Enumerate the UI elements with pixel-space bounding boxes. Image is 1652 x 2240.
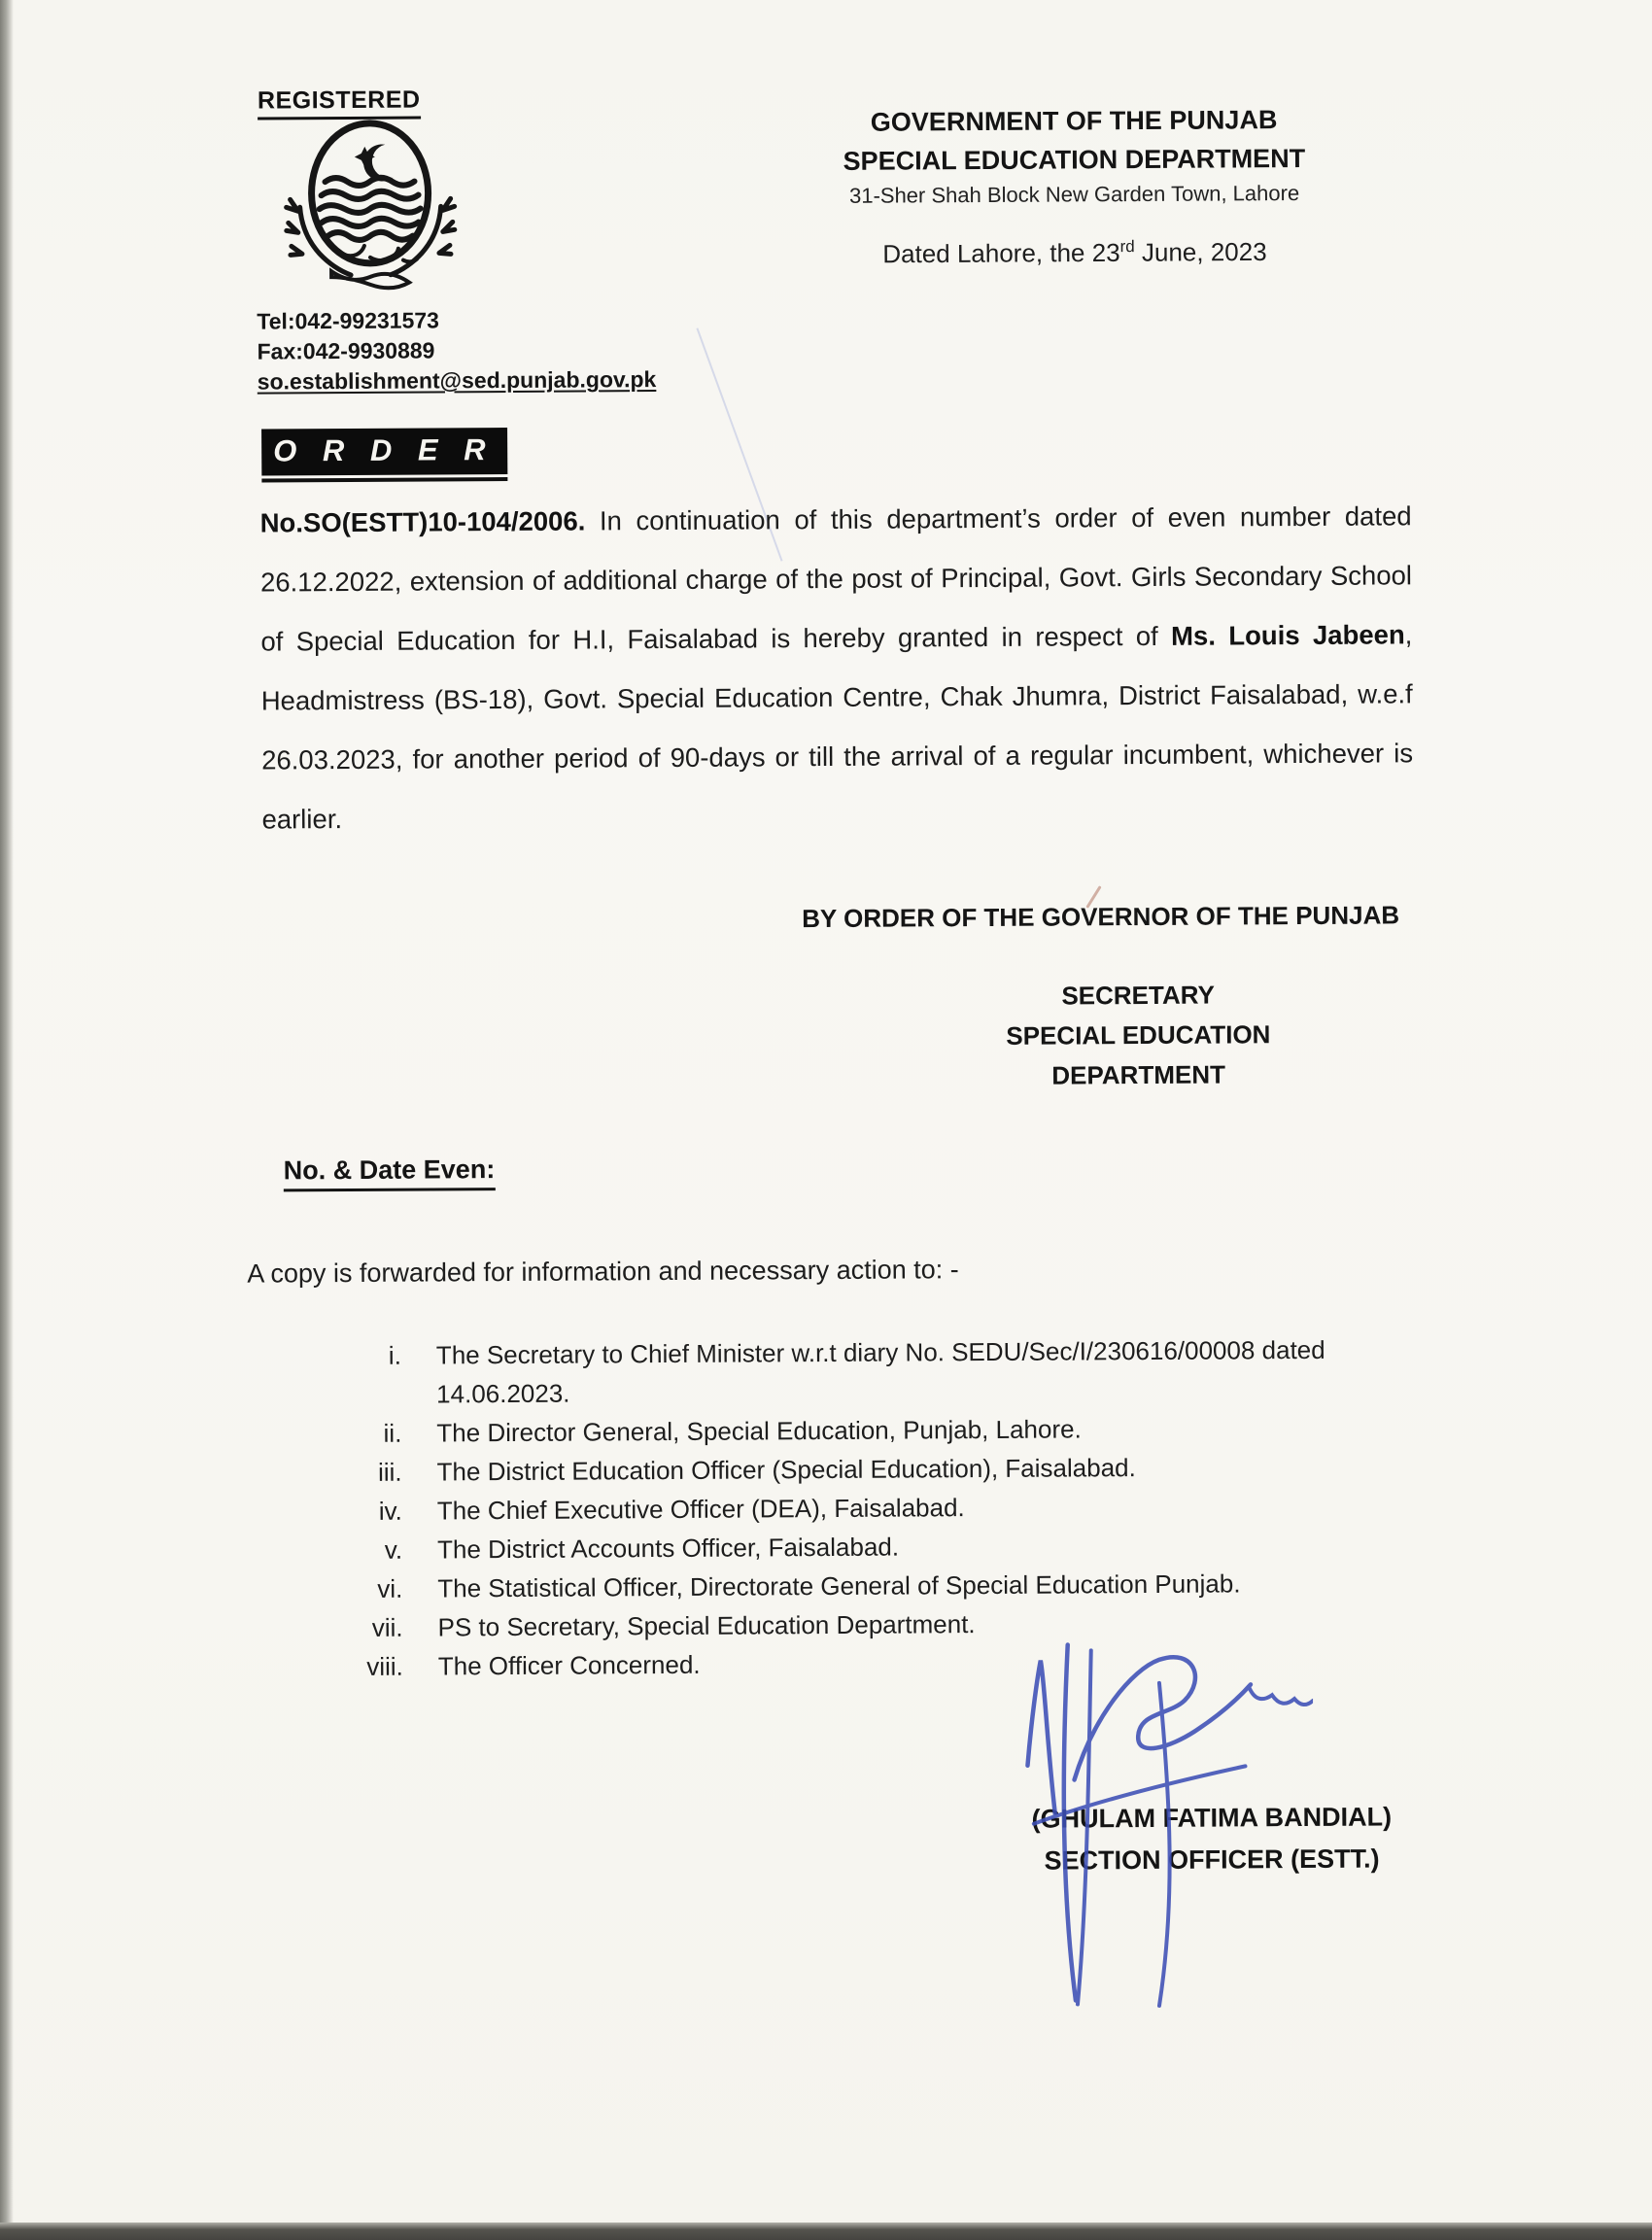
- address-line: 31-Sher Shah Block New Garden Town, Lahore: [848, 181, 1300, 208]
- river-waves: [319, 178, 420, 241]
- forward-line: A copy is forwarded for information and necessary action to: -: [247, 1255, 959, 1289]
- item-text: The Statistical Officer, Directorate General of Special Education Punjab.: [437, 1568, 1241, 1603]
- item-numeral: ii.: [383, 1418, 402, 1448]
- list-item: [265, 1329, 1525, 1415]
- signatory-name: (GHULAM FATIMA BANDIAL): [1031, 1802, 1393, 1834]
- government-title: GOVERNMENT OF THE PUNJAB: [870, 105, 1278, 137]
- date-line: [754, 235, 1395, 270]
- item-numeral: v.: [384, 1534, 403, 1565]
- tel-line: Tel:042-99231573: [257, 307, 440, 334]
- fax-line: Fax:042-9930889: [257, 337, 435, 364]
- order-body-text-1: In continuation of this department’s order of even number dated 26.12.2022, extension of additional charge of the post of Principal, Govt. Girls Secondary School of Special Education for H.I, Faisalabad is hereby granted in respect of: [259, 500, 1413, 657]
- item-text: The Chief Executive Officer (DEA), Faisalabad.: [436, 1493, 965, 1526]
- item-text: The Officer Concerned.: [437, 1649, 701, 1681]
- item-numeral: vii.: [371, 1612, 403, 1642]
- item-numeral: iv.: [378, 1496, 402, 1526]
- order-heading-label: O R D E R: [261, 428, 508, 476]
- punjab-crest-logo: [270, 117, 470, 293]
- item-numeral: iii.: [377, 1457, 402, 1487]
- date-ordinal: rd: [1119, 237, 1135, 257]
- contact-block: [257, 304, 656, 397]
- date-suffix: June, 2023: [1134, 236, 1267, 267]
- item-text: The Director General, Special Education, Punjab, Lahore.: [436, 1414, 1082, 1448]
- signature-block: [995, 1796, 1429, 1882]
- signatory-designation-block: [1000, 975, 1278, 1096]
- item-text: The District Accounts Officer, Faisalabad.: [437, 1532, 900, 1565]
- order-ref-number: No.SO(ESTT)10-104/2006.: [259, 505, 586, 538]
- by-order-line: BY ORDER OF THE GOVERNOR OF THE PUNJAB: [802, 900, 1400, 934]
- order-body-text-2: , Headmistress (BS-18), Govt. Special Education Centre, Chak Jhumra, District Faisalabad, w.e.f 26.03.2023, for another period of 90-days or till the arrival of a regular incumbent, whichever is earlier.: [260, 619, 1414, 835]
- signatory-line-3: DEPARTMENT: [1051, 1059, 1226, 1090]
- officer-name-bold: Ms. Louis Jabeen: [1170, 619, 1405, 651]
- item-text: The District Education Officer (Special Education), Faisalabad.: [436, 1453, 1136, 1487]
- list-item: [267, 1640, 1527, 1687]
- scan-bottom-band: [0, 2223, 1652, 2240]
- item-numeral: i.: [388, 1340, 401, 1370]
- item-numeral: viii.: [366, 1651, 403, 1681]
- registered-label: REGISTERED: [258, 86, 421, 121]
- signatory-line-1: SECRETARY: [1061, 980, 1215, 1011]
- letterhead-block: [753, 99, 1395, 270]
- signatory-line-2: SPECIAL EDUCATION: [1006, 1019, 1271, 1051]
- distribution-list: [265, 1329, 1527, 1687]
- ink-stroke: [1027, 1661, 1055, 1814]
- date-text: Dated Lahore, the 23: [882, 237, 1120, 269]
- ink-stroke: [1249, 1686, 1313, 1705]
- no-date-even-label: No. & Date Even:: [284, 1154, 496, 1191]
- signatory-title: SECTION OFFICER (ESTT.): [1044, 1844, 1380, 1876]
- order-heading-underline: [261, 428, 508, 483]
- item-numeral: vi.: [377, 1573, 403, 1603]
- item-text: The Secretary to Chief Minister w.r.t diary No. SEDU/Sec/I/230616/00008 dated 14.06.2023.: [435, 1334, 1325, 1409]
- department-title: SPECIAL EDUCATION DEPARTMENT: [843, 143, 1306, 176]
- item-text: PS to Secretary, Special Education Department.: [437, 1609, 976, 1642]
- order-paragraph: [259, 486, 1413, 848]
- email-line: so.establishment@sed.punjab.gov.pk: [257, 366, 657, 395]
